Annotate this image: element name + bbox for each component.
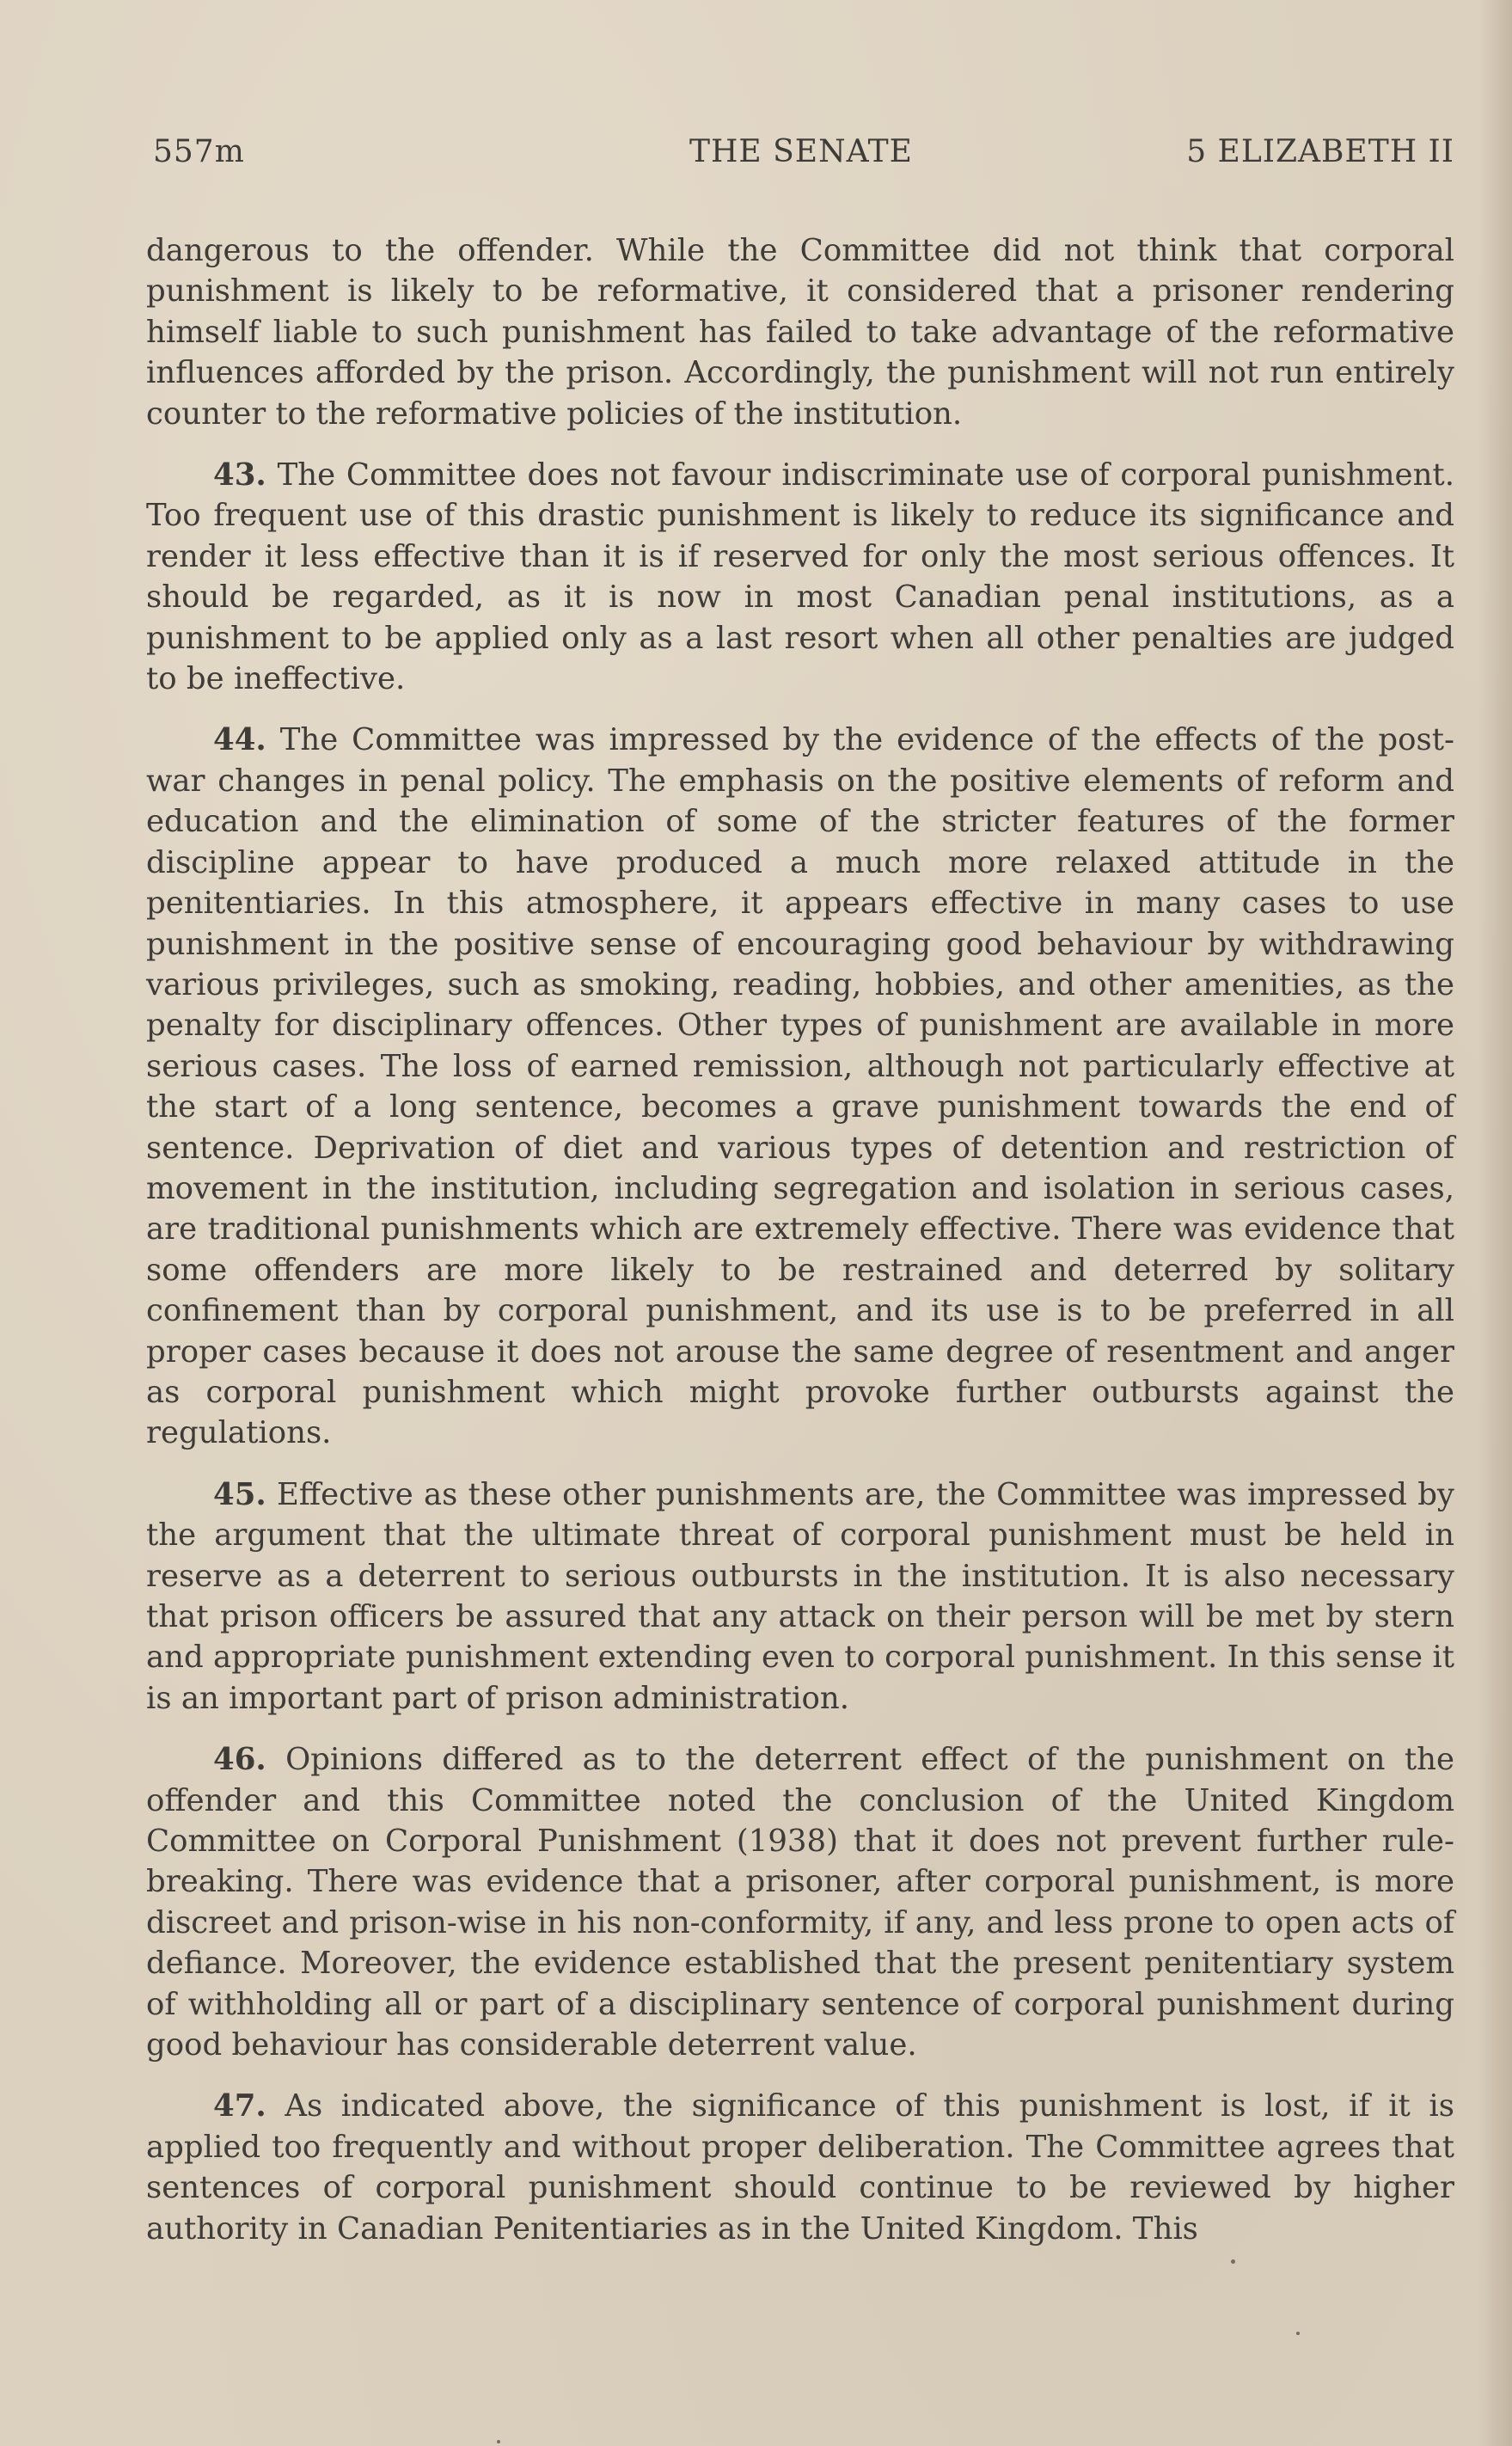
paragraph-text: dangerous to the offender. While the Committee did not think that corporal punishment is likely to be reformative, it considered that a prisoner rendering himself liable to such punishment has failed to take advantage of the reformative influences afforded by the prison. Accordingly, the punishment will not run entirely counter to the reformative policies of the institution.	[146, 233, 1454, 432]
paragraph-number: 46.	[213, 1742, 266, 1778]
paragraph-number: 47.	[213, 2088, 266, 2124]
paragraph-text: Effective as these other punishments are, the Committee was impressed by the argument that the ultimate threat of corporal punishment must be held in reserve as a deterrent to serious outbursts in the institution. It is also necessary that prison officers be assured that any attack on their person will be met by stern and appropriate punishment extending even to corporal punishment. In this sense it is an important part of prison administration.	[146, 1476, 1454, 1716]
paragraph-44	[146, 720, 1454, 1453]
paragraph-number: 45.	[213, 1476, 266, 1512]
paragraph-45	[146, 1474, 1454, 1719]
paragraph-text: The Committee was impressed by the evidence of the effects of the post-war changes in penal policy. The emphasis on the positive elements of reform and education and the elimination of some of the stricter features of the former discipline appear to have produced a much more relaxed attitude in the penitentiaries. In this atmosphere, it appears effective in many cases to use punishment in the positive sense of encouraging good behaviour by withdrawing various privileges, such as smoking, reading, hobbies, and other amenities, as the penalty for disciplinary offences. Other types of punishment are available in more serious cases. The loss of earned remission, although not particularly effective at the start of a long sentence, becomes a grave punishment towards the end of sentence. Deprivation of diet and various types of detention and restriction of movement in the institution, including segregation and isolation in serious cases, are traditional punishments which are extremely effective. There was evidence that some offenders are more likely to be restrained and deterred by solitary confinement than by corporal punishment, and its use is to be preferred in all proper cases because it does not arouse the same degree of resentment and anger as corporal punishment which might provoke further outbursts against the regulations.	[146, 722, 1454, 1451]
page-number: 557m	[153, 134, 245, 169]
paragraph-text: The Committee does not favour indiscriminate use of corporal punishment. Too frequent use of this drastic punishment is likely to reduce its significance and render it less effective than it is if reserved for only the most serious offences. It should be regarded, as it is now in most Canadian penal institutions, as a punishment to be applied only as a last resort when all other penalties are judged to be ineffective.	[146, 457, 1454, 697]
paragraph-number: 44.	[213, 722, 266, 758]
paper-speck	[497, 2440, 500, 2443]
paragraph-text: As indicated above, the significance of this punishment is lost, if it is applied too frequently and without proper deliberation. The Committee agrees that sentences of corporal punishment should continue to be reviewed by higher authority in Canadian Penitentiaries as in the United Kingdom. This	[146, 2088, 1454, 2247]
paragraph-text: Opinions differed as to the deterrent effect of the punishment on the offender and this Committee noted the conclusion of the United Kingdom Committee on Corporal Punishment (1938) that it does not prevent further rule-breaking. There was evidence that a prisoner, after corporal punishment, is more discreet and prison-wise in his non-conformity, if any, and less prone to open acts of defiance. Moreover, the evidence established that the present penitentiary system of withholding all or part of a disciplinary sentence of corporal punishment during good behaviour has considerable deterrent value.	[146, 1742, 1454, 2063]
paragraph-47	[146, 2086, 1454, 2249]
header-session: 5 ELIZABETH II	[1186, 134, 1454, 169]
page-edge-shadow	[1478, 0, 1512, 2446]
paragraph-number: 43.	[213, 457, 266, 493]
paper-speck	[1296, 2332, 1300, 2335]
paragraph-continuation	[146, 230, 1454, 434]
paragraph-46	[146, 1739, 1454, 2065]
running-header	[148, 134, 1454, 175]
header-title: THE SENATE	[689, 134, 913, 169]
body-text	[146, 230, 1454, 2270]
paper-speck	[1231, 2259, 1235, 2264]
paragraph-43	[146, 455, 1454, 699]
